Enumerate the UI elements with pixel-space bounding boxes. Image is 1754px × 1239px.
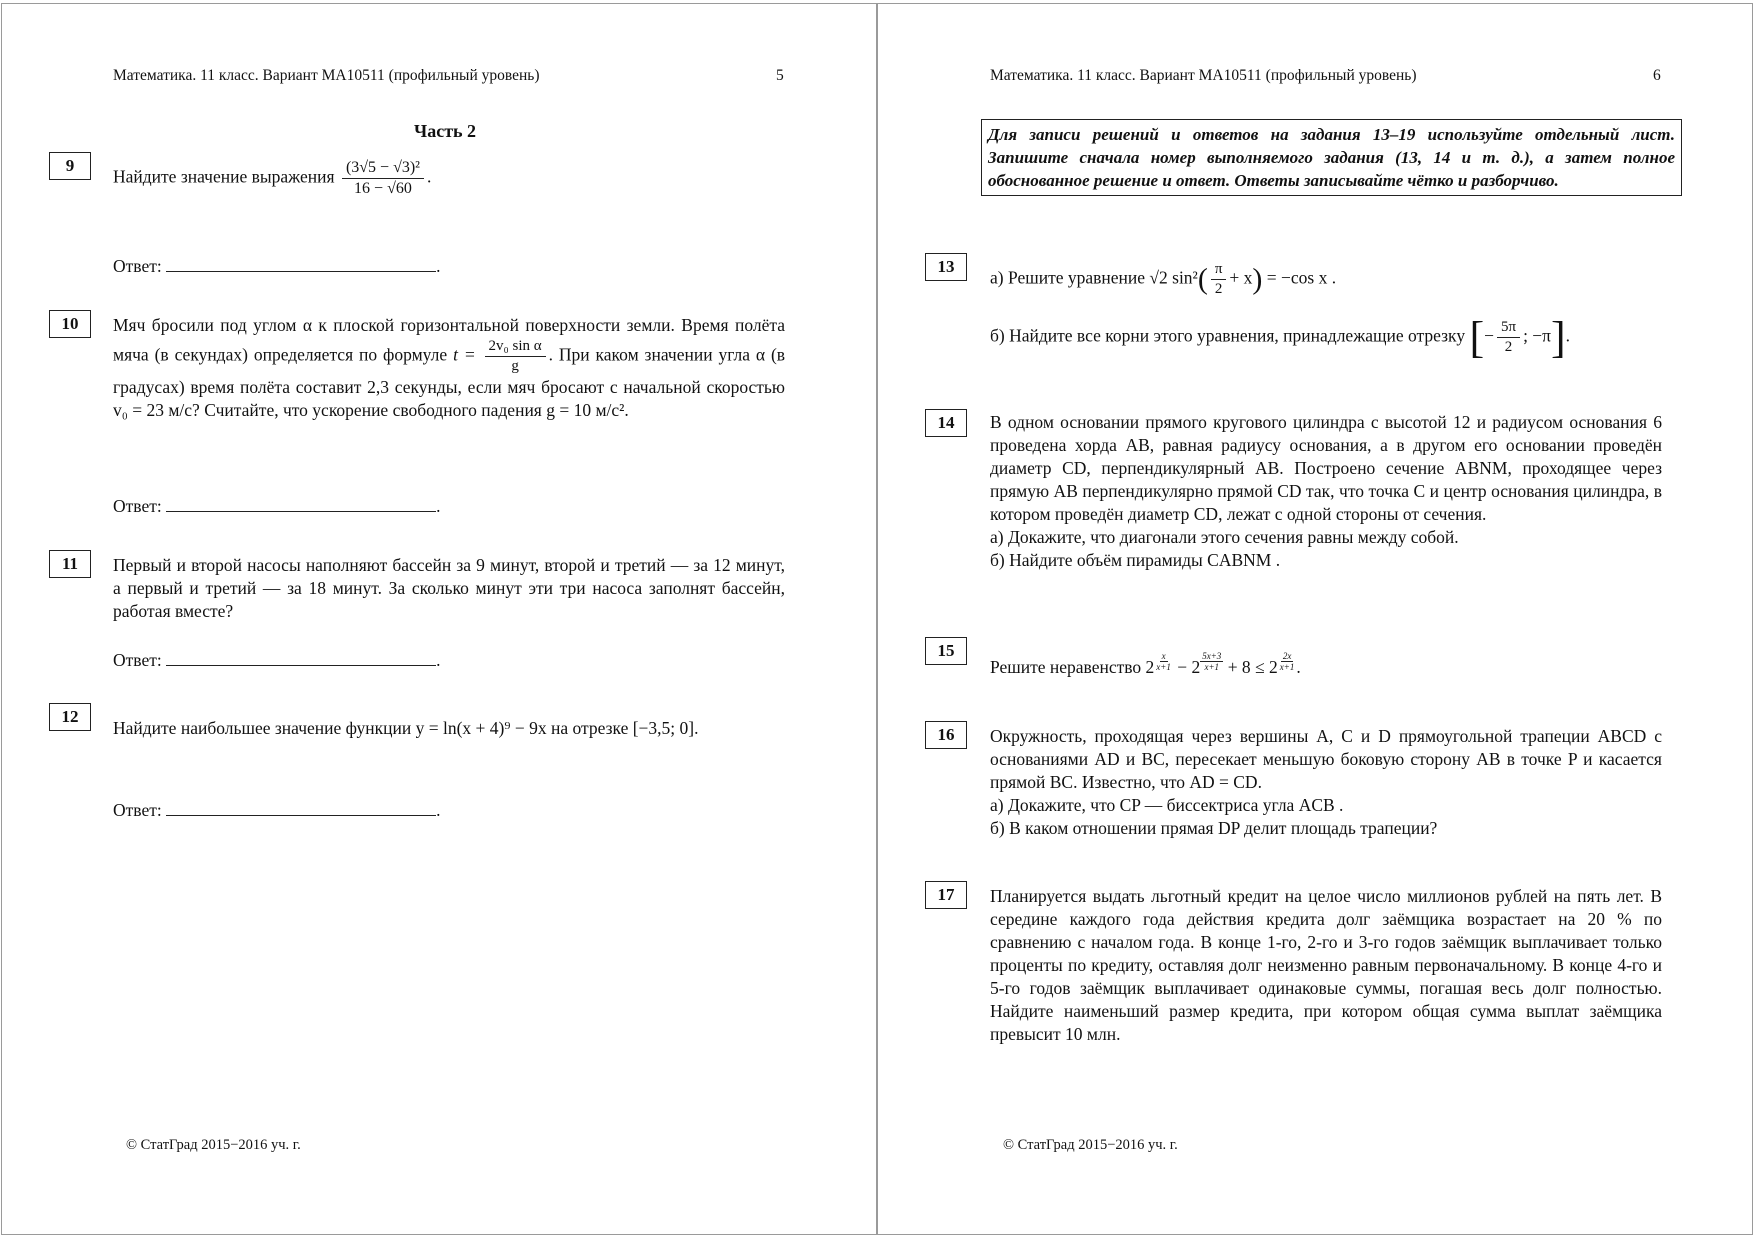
task-9-fraction <box>342 158 424 199</box>
task-10-formula-lhs: t = <box>453 344 476 365</box>
task-15-exp-2-den: x+1 <box>1204 662 1220 672</box>
right-footer: © СтатГрад 2015−2016 уч. г. <box>1003 1137 1178 1153</box>
task-15-exp-3-num: 2x <box>1282 651 1292 661</box>
task-9-text: Найдите значение выражения <box>113 166 335 187</box>
task-number-10: 10 <box>49 310 91 338</box>
right-header-title: Математика. 11 класс. Вариант МА10511 (профильный уровень) <box>990 67 1417 84</box>
left-footer: © СтатГрад 2015−2016 уч. г. <box>126 1137 301 1153</box>
left-header-title: Математика. 11 класс. Вариант МА10511 (профильный уровень) <box>113 67 540 84</box>
task-number-9: 9 <box>49 152 91 180</box>
answer-label-11: Ответ: <box>113 650 162 670</box>
task-16-part-a: а) Докажите, что CP — биссектриса угла ACB . <box>990 795 1344 815</box>
task-9: Найдите значение выражения $\frac{\text{(3√5 − √3)²}}{16 - √60}$ . <box>113 159 432 197</box>
task-13-b-fraction <box>1497 318 1520 357</box>
left-page-number: 5 <box>776 67 784 84</box>
task-10-text-b: . При каком значении угла α (в градусах) время полёта составит 2,3 секунды, если мяч бросают с начальной скоростью v₀ = 23 м/с? Считайте, что ускорение свободного падения g = 10 м/с². <box>113 344 786 420</box>
instructions-notice: Для записи решений и ответов на задания 13–19 используйте отдельный лист. Запишите сначала номер выполняемого задания (13, 14 и т. д.), а затем полное обоснованное решение и ответ. Ответы записывайте чётко и разборчиво. <box>981 119 1682 196</box>
task-14-part-a: а) Докажите, что диагонали этого сечения равны между собой. <box>990 527 1459 547</box>
task-15-exp-2-num: 5x+3 <box>1202 651 1222 661</box>
task-16-part-b: б) В каком отношении прямая DP делит площадь трапеции? <box>990 818 1438 838</box>
left-paren: ( <box>1197 262 1208 296</box>
task-number-16: 16 <box>925 721 967 749</box>
task-number-17: 17 <box>925 881 967 909</box>
right-bracket: ] <box>1551 313 1566 362</box>
task-15: Решите неравенство 2 $\frac{x}{x+1}$ − 2 $\frac{5x+3}{x+1}$ + 8 ≤ 2 $\frac{2x}{x+1}$ . <box>990 651 1301 677</box>
task-9-numerator: (3√5 − √3)² <box>342 158 424 179</box>
answer-9: Ответ: . <box>113 256 441 276</box>
task-10-formula-num: 2v₀ sin α <box>485 337 546 357</box>
task-15-exp-1 <box>1154 651 1173 672</box>
task-13-frac-num: π <box>1211 260 1227 280</box>
task-number-12: 12 <box>49 703 91 731</box>
task-number-13: 13 <box>925 253 967 281</box>
task-11: Первый и второй насосы наполняют бассейн за 9 минут, второй и третий — за 12 минут, а первый и третий — за 18 минут. За сколько минут эти три насоса заполнят бассейн, работая вместе? <box>113 555 785 621</box>
task-15-mid: + 8 ≤ <box>1227 657 1265 677</box>
answer-label-12: Ответ: <box>113 800 162 820</box>
answer-11: Ответ: . <box>113 650 441 670</box>
task-14 <box>990 411 1662 572</box>
task-16 <box>990 725 1662 840</box>
task-16-text: Окружность, проходящая через вершины A, C и D прямоугольной трапеции ABCD с основаниями AD и BC, пересекает меньшую боковую сторону AB в точке P и касается прямой BC. Известно, что AD = CD. <box>990 726 1662 792</box>
task-15-exp-2 <box>1200 651 1223 672</box>
task-14-text: В одном основании прямого кругового цилиндра с высотой 12 и радиусом основания 6 проведена хорда AB, равная радиусу основания, а в другом его основании проведён диаметр CD, перпендикулярный AB. Построено сечение ABNM, проходящее через прямую AB перпендикулярно прямой CD так, что точка C и центр основания цилиндра, в котором проведён диаметр CD, лежат с одной стороны от сечения. <box>990 412 1662 524</box>
task-12: Найдите наибольшее значение функции y = ln(x + 4)⁹ − 9x на отрезке [−3,5; 0]. <box>113 718 699 738</box>
task-15-exp-1-den: x+1 <box>1156 662 1171 672</box>
task-13-expr-left: √2 sin² <box>1149 267 1198 288</box>
task-13-b-frac-den: 2 <box>1504 339 1513 355</box>
task-13-b-tail: ; −π <box>1523 325 1552 346</box>
task-14-part-b: б) Найдите объём пирамиды CABNM . <box>990 550 1281 570</box>
task-15-text: Решите неравенство <box>990 657 1142 677</box>
task-13-fraction <box>1211 260 1227 299</box>
part-title: Часть 2 <box>414 121 477 141</box>
task-13-expr-right: = −cos x . <box>1266 267 1337 288</box>
right-paren: ) <box>1252 262 1263 296</box>
task-10-text-a: Мяч бросили под углом α к плоской горизонтальной поверхности земли. Время полёта мяча (в секундах) определяется по формуле <box>113 315 785 365</box>
answer-field-10[interactable] <box>166 495 436 512</box>
task-15-exp-3-den: x+1 <box>1279 662 1295 672</box>
task-13-part-b-text: б) Найдите все корни этого уравнения, принадлежащие отрезку <box>990 325 1466 346</box>
task-13-part-b: б) Найдите все корни этого уравнения, принадлежащие отрезку [− $\frac{5\pi}{2}$ ; −π]. <box>990 313 1571 362</box>
task-13-part-a <box>990 260 1336 299</box>
right-page-number: 6 <box>1653 67 1661 84</box>
task-17: Планируется выдать льготный кредит на целое число миллионов рублей на пять лет. В середине каждого года действия кредита долг заёмщика возрастает на 20 % по сравнению с началом года. В конце 1-го, 2-го и 3-го годов заёмщик выплачивает только проценты по кредиту, оставляя долг неизменно равным первоначальному. В конце 4-го и 5-го годов заёмщик выплачивает одинаковые суммы, погашая весь долг полностью. Найдите наименьший размер кредита, при котором общая сумма выплат заёмщика превысит 10 млн. <box>990 886 1662 1044</box>
task-15-exp-3 <box>1278 651 1297 672</box>
task-10-formula <box>485 337 546 376</box>
task-13-b-frac-num: 5π <box>1497 318 1520 338</box>
task-13-part-a-text: а) Решите уравнение <box>990 267 1146 288</box>
answer-field-9[interactable] <box>166 255 436 272</box>
task-number-11: 11 <box>49 550 91 578</box>
task-15-exp-1-num: x <box>1161 651 1166 661</box>
task-10-formula-den: g <box>511 358 519 374</box>
answer-field-12[interactable] <box>166 799 436 816</box>
answer-field-11[interactable] <box>166 649 436 666</box>
task-13-expr-mid: + x <box>1229 267 1253 288</box>
answer-12: Ответ: . <box>113 800 441 820</box>
answer-10: Ответ: . <box>113 496 441 516</box>
left-bracket: [ <box>1469 313 1485 362</box>
task-9-denominator: 16 − √60 <box>354 180 412 197</box>
answer-label-9: Ответ: <box>113 256 162 276</box>
task-13-frac-den: 2 <box>1214 281 1223 297</box>
task-10 <box>113 314 785 422</box>
task-number-15: 15 <box>925 637 967 665</box>
answer-label-10: Ответ: <box>113 496 162 516</box>
task-number-14: 14 <box>925 409 967 437</box>
